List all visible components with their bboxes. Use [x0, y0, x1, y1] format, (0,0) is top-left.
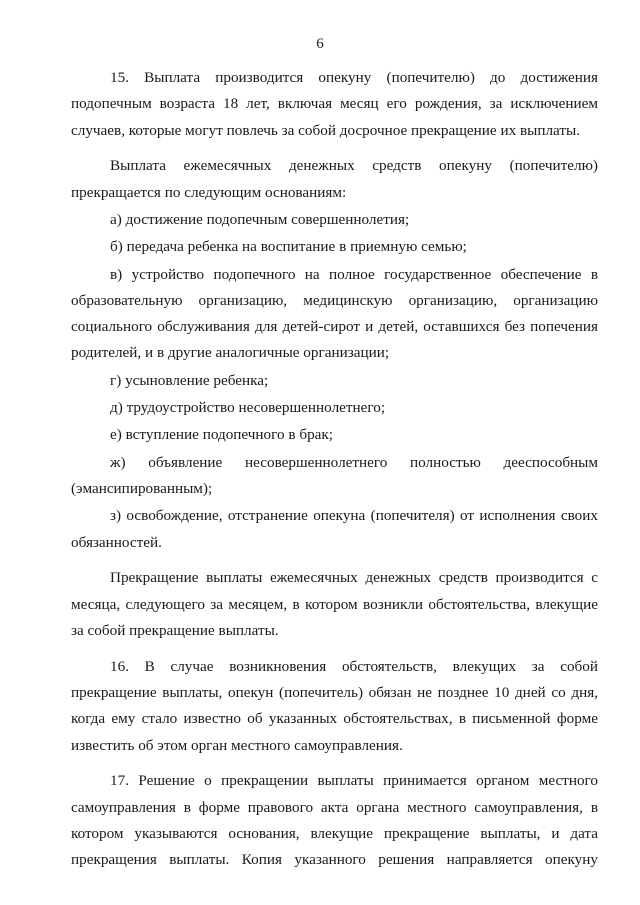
paragraph-15: 15. Выплата производится опекуну (попечителю) до достижения подопечным возраста 18 лет, включая месяц его рождения, за исключением случаев, которые могут повлечь за собой досрочное прекращение их выплаты.	[71, 69, 598, 139]
paragraph-termination-grounds: Выплата ежемесячных денежных средств опекуну (попечителю) прекращается по следующим основаниям:	[71, 157, 598, 201]
paragraph-termination-start: Прекращение выплаты ежемесячных денежных средств производится с месяца, следующего за месяцем, в котором возникли обстоятельства, влекущие за собой прекращение выплаты.	[71, 569, 598, 639]
list-item-e: е) вступление подопечного в брак;	[110, 426, 334, 444]
list-item-z: з) освобождение, отстранение опекуна (попечителя) от исполнения своих обязанностей.	[71, 507, 598, 551]
list-item-g: г) усыновление ребенка;	[110, 371, 269, 389]
list-item-d: д) трудоустройство несовершеннолетнего;	[110, 399, 386, 417]
paragraph-16: 16. В случае возникновения обстоятельств, влекущих за собой прекращение выплаты, опекун (попечитель) обязан не позднее 10 дней со дня, когда ему стало известно об указанных обстоятельствах, в письменной форме известить об этом орган местного самоуправления.	[71, 657, 598, 754]
list-item-b: б) передача ребенка на воспитание в приемную семью;	[110, 238, 467, 256]
list-item-v: в) устройство подопечного на полное государственное обеспечение в образовательную организацию, медицинскую организацию, организацию социального обслуживания для детей-сирот и детей, оставшихся без попечения родителей, и в другие аналогичные организации;	[71, 265, 598, 362]
list-item-a: а) достижение подопечным совершеннолетия;	[110, 210, 410, 228]
page-number: 6	[316, 36, 324, 52]
list-item-zh: ж) объявление несовершеннолетнего полностью дееспособным (эмансипированным);	[71, 453, 598, 497]
document-body	[71, 65, 598, 874]
paragraph-17: 17. Решение о прекращении выплаты принимается органом местного самоуправления в форме правового акта органа местного самоуправления, в котором указываются основания, влекущие прекращение выплаты, и дата прекращения выплаты. Копия указанного решения направляется опекуну	[71, 772, 598, 869]
